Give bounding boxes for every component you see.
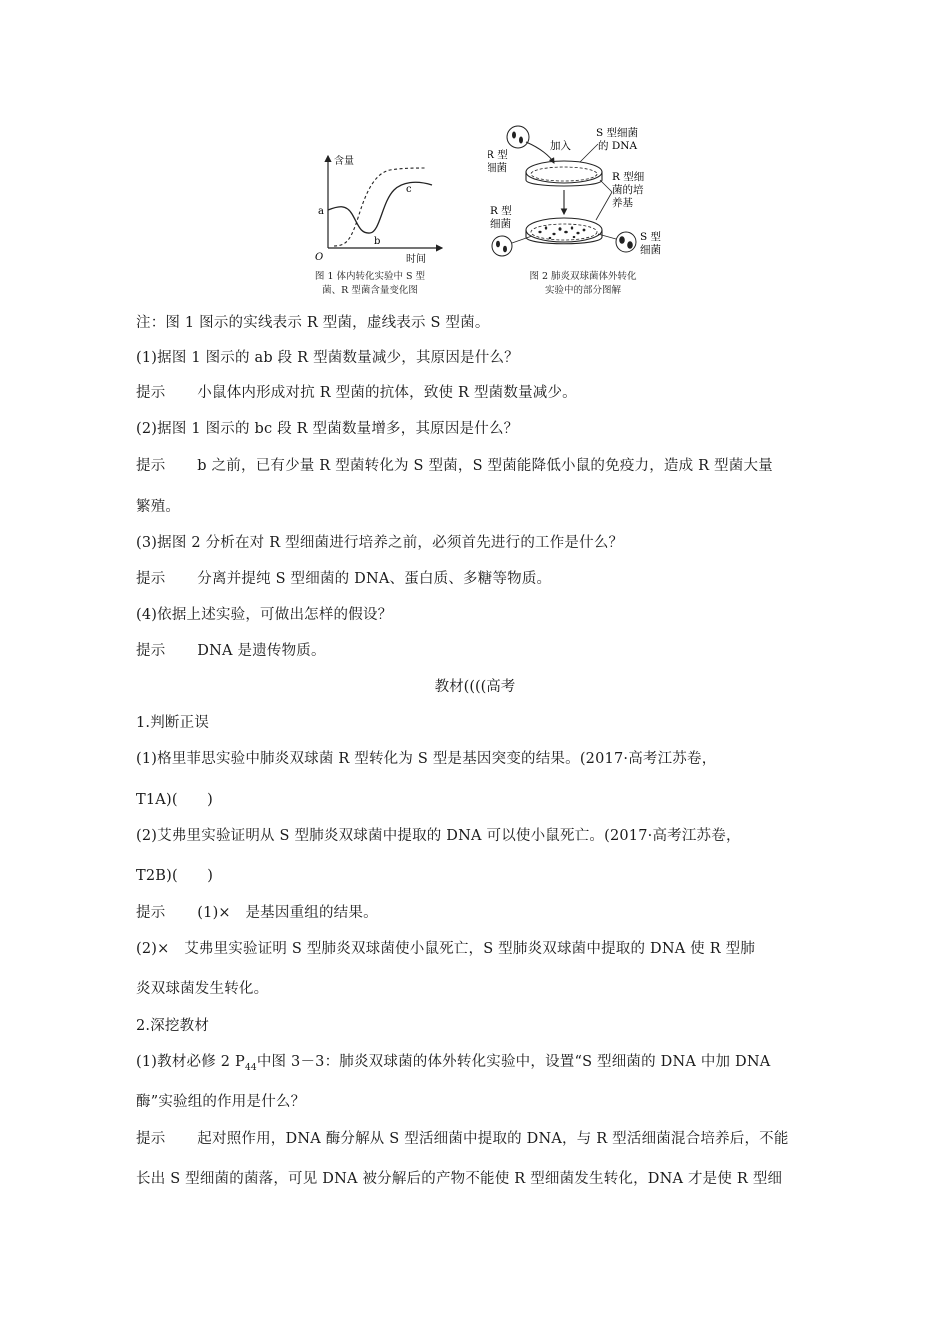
hint-text: (1)× 是基因重组的结果。	[197, 905, 378, 921]
hint-label: 提示	[136, 571, 166, 587]
top-dish	[526, 161, 602, 183]
deep-hint-1-continued: 长出 S 型细菌的菌落，可见 DNA 被分解后的产物不能使 R 型细菌发生转化，DNA 才是使 R 型细	[136, 1171, 783, 1187]
r-bottom-label: 细菌	[490, 218, 511, 230]
page-subscript: 44	[244, 1062, 257, 1073]
s-bottom-label: 细菌	[640, 244, 661, 256]
figure-1-caption	[290, 270, 450, 298]
answer-2-continued: 炎双球菌发生转化。	[136, 981, 269, 997]
text-span: (1)教材必修 2 P	[136, 1054, 245, 1070]
s-bacteria-icon	[616, 232, 636, 252]
deep-question-1	[136, 1050, 770, 1073]
r-top-label: 细菌	[488, 162, 507, 174]
add-label: 加入	[550, 140, 571, 152]
medium-label: 养基	[612, 197, 633, 209]
judgment-1-continued: T1A)( )	[136, 792, 213, 808]
subsection-2: 2.深挖教材	[136, 1018, 210, 1034]
hint-text: 起对照作用，DNA 酶分解从 S 型活细菌中提取的 DNA，与 R 型活细菌混合培养后，不能	[197, 1131, 789, 1147]
figure-2-diagram	[488, 122, 678, 272]
question-2: (2)据图 1 图示的 bc 段 R 型菌数量增多，其原因是什么？	[136, 421, 519, 437]
figure-2-caption-line: 图 2 肺炎双球菌体外转化	[529, 271, 637, 282]
hint-label: 提示	[136, 458, 166, 474]
hint-text: 小鼠体内形成对抗 R 型菌的抗体，致使 R 型菌数量减少。	[197, 385, 577, 401]
x-axis-label: 时间	[406, 254, 426, 265]
y-axis-label: 含量	[334, 156, 354, 167]
hint-label: 提示	[136, 1131, 166, 1147]
r-top-label: R 型	[488, 149, 508, 161]
point-a-label: a	[318, 206, 324, 217]
point-b-label: b	[374, 236, 381, 247]
hint-text: DNA 是遗传物质。	[197, 643, 326, 659]
subsection-1: 1.判断正误	[136, 715, 210, 731]
figures	[290, 122, 690, 307]
medium-label: R 型细	[612, 171, 645, 183]
figure-2-caption	[488, 270, 678, 298]
hint-4	[136, 639, 326, 660]
answer-2: (2)× 艾弗里实验证明 S 型肺炎双球菌使小鼠死亡，S 型肺炎双球菌中提取的 DNA 使 R 型肺	[136, 941, 756, 957]
question-4: (4)依据上述实验，可做出怎样的假设？	[136, 607, 393, 623]
hint-2	[136, 454, 773, 475]
figure-2	[488, 122, 678, 307]
hint-2-continued: 繁殖。	[136, 499, 181, 515]
r-bottom-label: R 型	[490, 205, 512, 217]
s-dna-label: 的 DNA	[598, 140, 638, 152]
hint-label: 提示	[136, 643, 166, 659]
hint-label: 提示	[136, 385, 166, 401]
question-1: (1)据图 1 图示的 ab 段 R 型菌数量减少，其原因是什么？	[136, 350, 519, 366]
figure-1-graph	[290, 152, 450, 272]
hint-text: 分离并提纯 S 型细菌的 DNA、蛋白质、多糖等物质。	[197, 571, 552, 587]
hint-1	[136, 381, 577, 402]
bottom-dish	[526, 218, 602, 242]
hint-text: b 之前，已有少量 R 型菌转化为 S 型菌，S 型菌能降低小鼠的免疫力，造成 R 型菌大量	[197, 458, 773, 474]
s-bottom-label: S 型	[640, 231, 662, 243]
text-span: 中图 3－3：肺炎双球菌的体外转化实验中，设置“S 型细菌的 DNA 中加 DNA	[256, 1054, 771, 1070]
origin-label: O	[315, 252, 324, 263]
figure-1-caption-line: 菌、R 型菌含量变化图	[322, 285, 418, 296]
deep-hint-1	[136, 1127, 789, 1148]
figure-note: 注：图 1 图示的实线表示 R 型菌，虚线表示 S 型菌。	[136, 315, 490, 331]
figure-2-caption-line: 实验中的部分图解	[544, 285, 621, 296]
figure-1-caption-line: 图 1 体内转化实验中 S 型	[314, 271, 426, 282]
medium-label: 菌的培	[612, 184, 644, 196]
judgment-2-continued: T2B)( )	[136, 868, 214, 884]
question-3: (3)据图 2 分析在对 R 型细菌进行培养之前，必须首先进行的工作是什么？	[136, 535, 624, 551]
r-bacteria-icon	[507, 126, 529, 148]
answer-1	[136, 901, 378, 922]
r-bacteria-icon	[492, 236, 512, 256]
s-curve	[334, 168, 426, 246]
hint-3	[136, 567, 551, 588]
point-c-label: c	[406, 184, 412, 195]
section-title: 教材((((高考	[434, 679, 516, 695]
s-dna-label: S 型细菌	[596, 127, 639, 139]
judgment-2: (2)艾弗里实验证明从 S 型肺炎双球菌中提取的 DNA 可以使小鼠死亡。(2017·高考江苏卷，	[136, 828, 741, 844]
figure-1	[290, 152, 450, 307]
judgment-1: (1)格里菲思实验中肺炎双球菌 R 型转化为 S 型是基因突变的结果。(2017·高考江苏卷，	[136, 751, 717, 767]
hint-label: 提示	[136, 905, 166, 921]
r-curve	[328, 182, 432, 233]
deep-question-1-continued: 酶”实验组的作用是什么？	[136, 1094, 306, 1110]
